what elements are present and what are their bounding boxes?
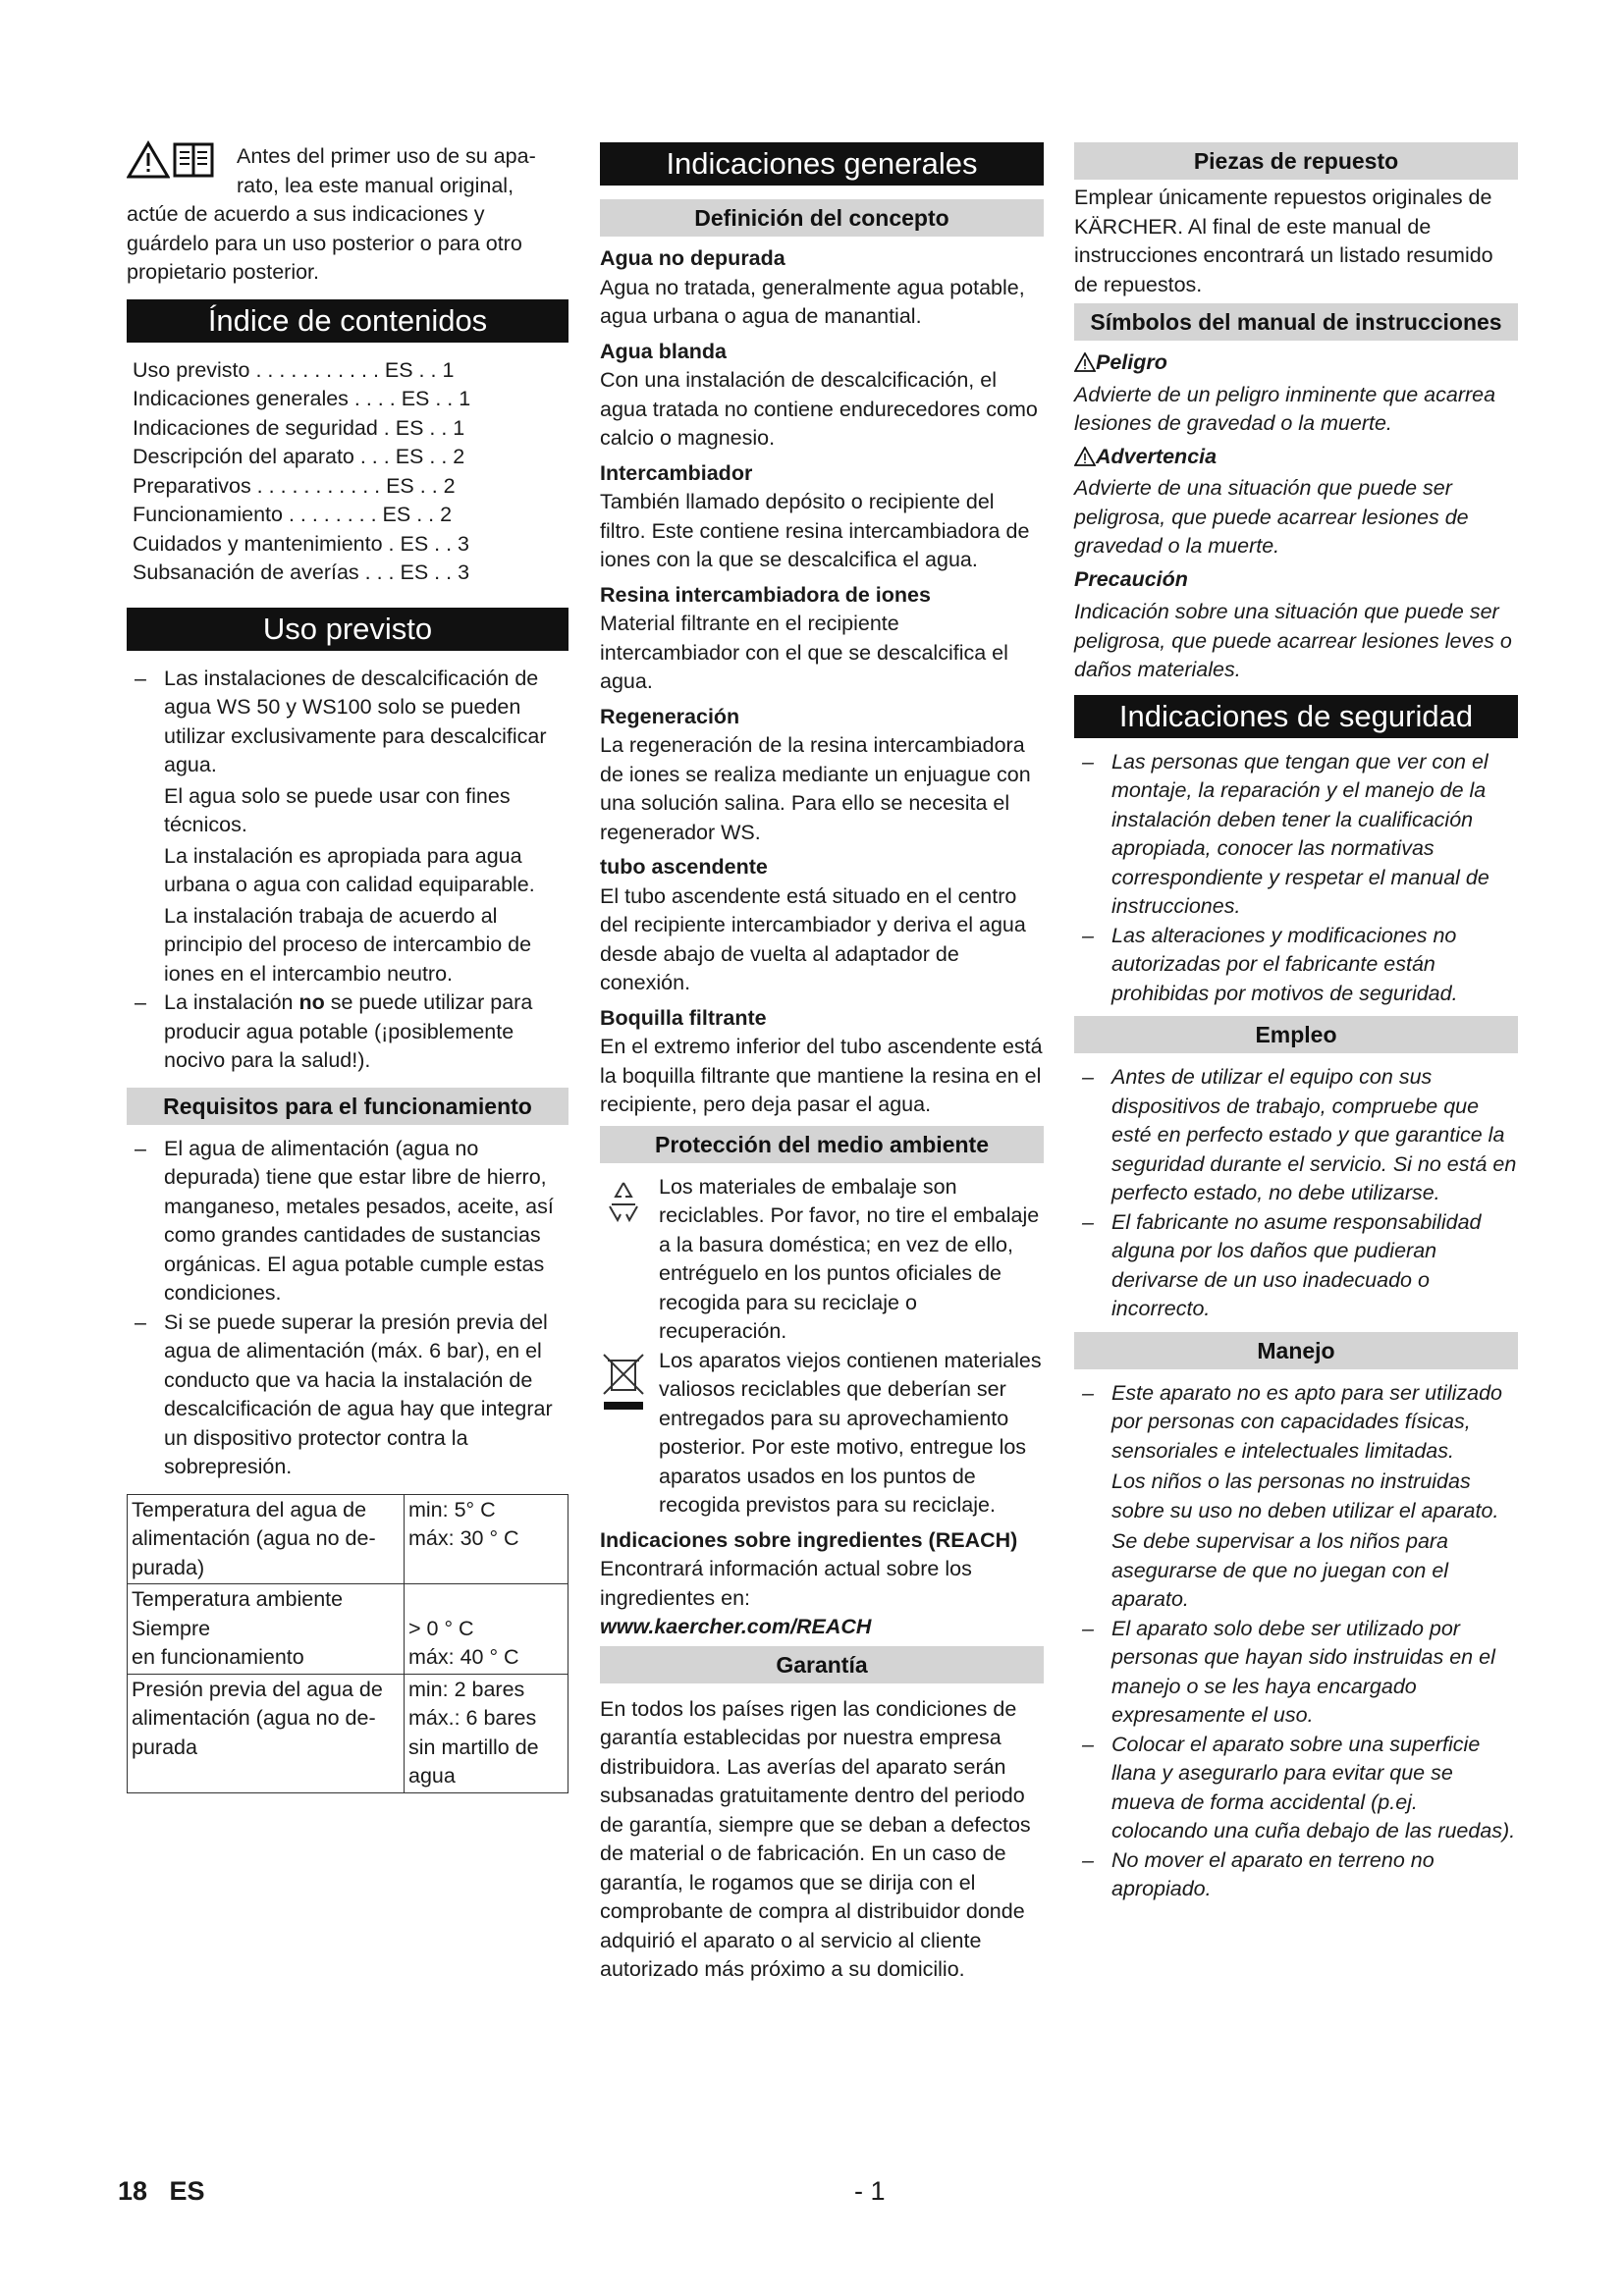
column-1 [127,142,568,1793]
toc [133,356,568,588]
requisitos-title: Requisitos para el funcionamiento [127,1088,568,1125]
table-row [128,1584,568,1675]
repuestos-title: Piezas de repuesto [1074,142,1518,180]
reach-text: Encontrará información actual sobre los ingredientes en: [600,1557,972,1610]
page-number: - 1 [854,2176,886,2206]
term-title: Regeneración [600,704,740,728]
manejo-p3: Se debe supervisar a los niños para asegurarse de que no juegan con el aparato. [1111,1529,1449,1611]
list-item: – El aparato solo debe ser utilizado por personas que hayan sido instruidas en el manejo o se les haya encargado expresamente el uso. [1082,1616,1495,1727]
list-item: – Si se puede superar la presión previa del agua de alimentación (máx. 6 bar), en el conducto que va hacia la instalación de descalcificación de agua hay que integrar un dispositivo protector contra la sobrepresión. [135,1309,553,1478]
manejo-list-2 [1074,1615,1518,1904]
book-icon [172,140,215,188]
term-definition: La regeneración de la resina intercambiadora de iones se realiza mediante un enjuague con una solución salina. Para ello se necesita el regenerador WS. [600,733,1031,844]
term-definition: También llamado depósito o recipiente del filtro. Este contiene resina intercambiadora de iones con la que se descalcifica el agua. [600,490,1030,571]
peligro-text: Advierte de un peligro inminente que acarrea lesiones de gravedad o la muerte. [1074,382,1496,435]
term-definition: Con una instalación de descalcificación, el agua tratada no contiene endurecedores como calcio o magnesio. [600,368,1038,450]
env-recycle [600,1173,1044,1347]
reach-link[interactable]: www.kaercher.com/REACH [600,1615,872,1638]
reach-title: Indicaciones sobre ingredientes (REACH) [600,1527,1018,1552]
env-p2: Los aparatos viejos contienen materiales valiosos reciclables que deberían ser entregados para su aprovechamiento posterior. Por este motivo, entregue los aparatos usados en los puntos de recogida previstos para su reciclaje. [659,1348,1042,1517]
table-cell: min: 2 bares máx.: 6 bares sin martillo de agua [405,1674,568,1792]
repuestos-text: Emplear únicamente repuestos originales de KÄRCHER. Al final de este manual de instrucciones encontrará un listado resumido de repuestos. [1074,186,1493,296]
term-title: Intercambiador [600,460,753,485]
recycle-icon [600,1177,647,1233]
toc-item[interactable]: Funcionamiento . . . . . . . . ES . . 2 [133,503,453,526]
seguridad-list [1074,748,1518,1009]
empleo-title: Empleo [1074,1016,1518,1053]
list-item: – La instalación no se puede utilizar para producir agua potable (¡posiblemente nocivo para la salud!). [135,990,533,1072]
term-title: Resina intercambiadora de iones [600,582,931,607]
uso-title: Uso previsto [127,608,568,651]
toc-item[interactable]: Uso previsto . . . . . . . . . . . ES . . 1 [133,357,455,382]
uso-list-2 [127,988,568,1076]
term-definition: Material filtrante en el recipiente intercambiador con el que se descalcifica el agua. [600,612,1008,693]
manejo-list [1074,1379,1518,1467]
weee-bin-icon [600,1351,647,1422]
table-row [128,1494,568,1584]
requisitos-list [127,1135,568,1482]
manejo-title: Manejo [1074,1332,1518,1369]
spec-table [127,1494,568,1793]
toc-item[interactable]: Indicaciones de seguridad . ES . . 1 [133,415,465,440]
warning-icon [127,140,170,188]
toc-item[interactable]: Descripción del aparato . . . ES . . 2 [133,445,465,468]
term-definition: El tubo ascendente está situado en el centro del recipiente intercambiador y deriva el agua desde abajo de vuelta al adaptador de conexión. [600,883,1026,994]
warning-icon [1074,446,1096,475]
definitions [600,244,1044,1120]
term-definition: Agua no tratada, generalmente agua potable, agua urbana o agua de manantial. [600,275,1025,328]
table-cell: Temperatura del agua de alimentación (agua no de- purada) [128,1494,405,1584]
peligro-label: Peligro [1074,348,1518,381]
term-title: Agua no depurada [600,246,785,270]
toc-item[interactable]: Cuidados y mantenimiento . ES . . 3 [133,531,470,556]
table-cell: > 0 ° C máx: 40 ° C [405,1584,568,1675]
page-number-lang: 18 ES [118,2176,205,2206]
list-item: – El fabricante no asume responsabilidad alguna por los daños que pudieran derivarse de un uso inadecuado o incorrecto. [1082,1209,1482,1320]
intro [127,142,568,288]
toc-item[interactable]: Subsanación de averías . . . ES . . 3 [133,561,470,584]
empleo-list [1074,1063,1518,1324]
definicion-title: Definición del concepto [600,199,1044,237]
advertencia-text: Advierte de una situación que puede ser peligrosa, que puede acarrear lesiones de gravedad o la muerte. [1074,476,1469,558]
advertencia-label: Advertencia [1074,443,1518,475]
uso-p3: La instalación es apropiada para agua urbana o agua con calidad equiparable. [164,843,535,896]
garantia-title: Garantía [600,1646,1044,1683]
toc-title: Índice de contenidos [127,299,568,343]
precaucion-label: Precaución [1074,566,1188,591]
list-item: – Las alteraciones y modificaciones no autorizadas por el fabricante están prohibidas por motivos de seguridad. [1082,923,1458,1005]
table-row [128,1674,568,1792]
term-title: Boquilla filtrante [600,1005,767,1030]
precaucion-text: Indicación sobre una situación que puede ser peligrosa, que puede acarrear lesiones leves o daños materiales. [1074,600,1512,681]
manejo-p2: Los niños o las personas no instruidas sobre su uso no deben utilizar el aparato. [1111,1469,1499,1522]
env-weee [600,1347,1044,1521]
list-item: – Las instalaciones de descalcificación de agua WS 50 y WS100 solo se pueden utilizar exclusivamente para descalcificar agua. [135,666,547,776]
garantia-text: En todos los países rigen las condiciones de garantía establecidas por nuestra empresa distribuidora. Las averías del aparato serán subsanadas gratuitamente dentro del periodo de garantía, siempre que se deban a defectos de material o de fabricación. En un caso de garantía, le rogamos que se dirija con el comprobante de compra al distribuidor donde adquirió el aparato o al servicio al cliente autorizado más próximo a su domicilio. [600,1696,1031,1981]
column-2 [600,142,1044,1985]
simbolos-title: Símbolos del manual de instrucciones [1074,303,1518,341]
env-title: Protección del medio ambiente [600,1126,1044,1163]
toc-item[interactable]: Indicaciones generales . . . . ES . . 1 [133,387,471,410]
term-title: tubo ascendente [600,855,768,879]
uso-p2: El agua solo se puede usar con fines técnicos. [164,783,511,836]
seguridad-title: Indicaciones de seguridad [1074,695,1518,738]
list-item: – El agua de alimentación (agua no depurada) tiene que estar libre de hierro, manganeso, metales pesados, aceite, así como grandes cantidades de sustancias orgánicas. El agua potable cumple estas condiciones. [135,1136,554,1305]
intro-text-2: rato, lea este manual original, actúe de acuerdo a sus indicaciones y guárdelo para un uso posterior o para otro propietario posterior. [127,173,522,284]
column-3 [1074,142,1518,1904]
table-cell: Presión previa del agua de alimentación (agua no de- purada [128,1674,405,1792]
table-cell: min: 5° C máx: 30 ° C [405,1494,568,1584]
uso-list [127,665,568,780]
warning-icon [1074,351,1096,381]
list-item: – Este aparato no es apto para ser utilizado por personas con capacidades físicas, sensoriales e intelectuales limitadas. [1082,1380,1503,1463]
list-item: – Las personas que tengan que ver con el montaje, la reparación y el manejo de la instalación deben tener la cualificación apropiada, conocer las normativas correspondiente y respetar el manual de instrucciones. [1082,749,1489,918]
list-item: – Antes de utilizar el equipo con sus dispositivos de trabajo, compruebe que esté en perfecto estado y que garantice la seguridad durante el servicio. Si no está en perfecto estado, no debe utilizarse. [1082,1065,1517,1204]
toc-item[interactable]: Preparativos . . . . . . . . . . . ES . . 2 [133,473,456,498]
generales-title: Indicaciones generales [600,142,1044,186]
list-item: – Colocar el aparato sobre una superficie llana y asegurarlo para evitar que se mueva de forma accidental (p.ej. colocando una cuña debajo de las ruedas). [1082,1732,1516,1842]
list-item: – No mover el aparato en terreno no apropiado. [1082,1847,1435,1900]
term-title: Agua blanda [600,339,728,363]
table-cell: Temperatura ambiente Siempre en funcionamiento [128,1584,405,1675]
uso-p4: La instalación trabaja de acuerdo al principio del proceso de intercambio de iones en el intercambio neutro. [164,903,532,986]
intro-text-1: Antes del primer uso de su apa- [237,144,536,168]
env-p1: Los materiales de embalaje son reciclables. Por favor, no tire el embalaje a la basura doméstica; en vez de ello, entréguelo en los puntos oficiales de recogida para su reciclaje o recuperación. [659,1174,1040,1343]
term-definition: En el extremo inferior del tubo ascendente está la boquilla filtrante que mantiene la resina en el recipiente, pero deja pasar el agua. [600,1035,1043,1116]
